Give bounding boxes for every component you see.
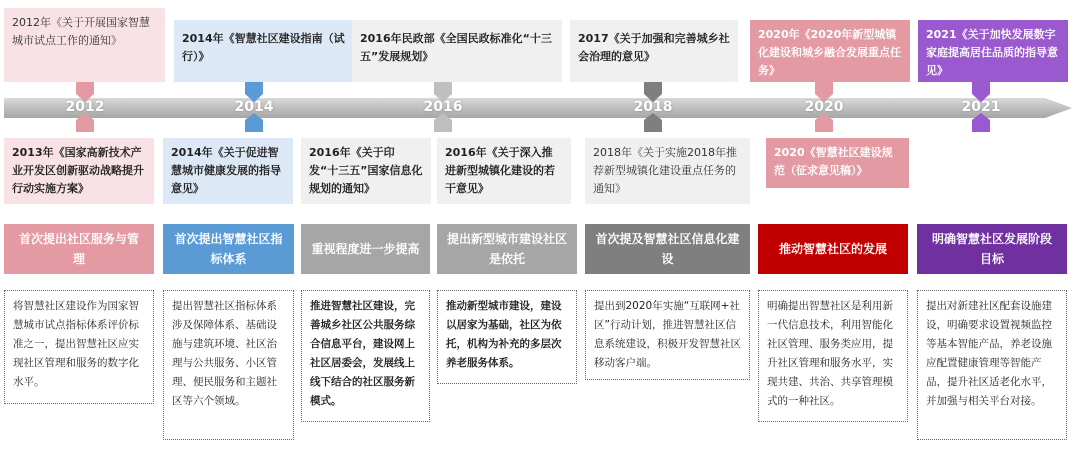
year-label: 2021 [961, 99, 1001, 115]
policy-bottom-2013: 2013年《国家高新技术产业开发区创新驱动战略提升行动实施方案》 [4, 138, 154, 204]
stage-desc-4: 推动新型城市建设，建设以居家为基础，社区为依托，机构为补充的多层次养老服务体系。 [437, 290, 577, 384]
year-label: 2012 [65, 99, 105, 115]
policy-top-2012: 2012年《关于开展国家智慧城市试点工作的通知》 [4, 8, 165, 82]
year-label: 2018 [633, 99, 673, 115]
policy-top-2016: 2016年民政部《全国民政标准化“十三五”发展规划》 [352, 20, 562, 82]
year-label: 2016 [423, 99, 463, 115]
policy-top-2021: 2021《关于加快发展数字家庭提高居住品质的指导意见》 [918, 20, 1068, 82]
timeline-arrow-body [4, 98, 1072, 118]
stage-desc-3: 推进智慧社区建设，完善城乡社区公共服务综合信息平台，建设网上社区居委会，发展线上线下结合的社区服务新模式。 [301, 290, 430, 422]
policy-bottom-2016b: 2016年《关于深入推进新型城镇化建设的若干意见》 [437, 138, 571, 204]
policy-top-2020: 2020年《2020年新型城镇化建设和城乡融合发展重点任务》 [750, 20, 910, 82]
policy-top-2017: 2017《关于加强和完善城乡社会治理的意见》 [570, 20, 738, 82]
timeline-arrow [0, 80, 1080, 132]
policy-bottom-2014: 2014年《关于促进智慧城市健康发展的指导意见》 [163, 138, 293, 204]
stage-desc-1: 将智慧社区建设作为国家智慧城市试点指标体系评价标准之一，提出智慧社区应实现社区管理和服务的数字化水平。 [4, 290, 154, 404]
stage-header-6: 推动智慧社区的发展 [758, 224, 908, 274]
stage-header-7: 明确智慧社区发展阶段目标 [917, 224, 1067, 274]
stage-desc-2: 提出智慧社区指标体系涉及保障体系、基础设施与建筑环境、社区治理与公共服务、小区管理、便民服务和主题社区等六个领域。 [163, 290, 294, 440]
stage-header-1: 首次提出社区服务与管理 [4, 224, 154, 274]
stage-desc-5: 提出到2020年实施“互联网+社区”行动计划，推进智慧社区信息系统建设，积极开发智慧社区移动客户端。 [585, 290, 750, 380]
stage-desc-6: 明确提出智慧社区是利用新一代信息技术，利用智能化社区管理、服务类应用，提升社区管理和服务水平，实现共建、共治、共享管理模式的一种社区。 [758, 290, 908, 422]
policy-bottom-2020: 2020《智慧社区建设规范（征求意见稿）》 [766, 138, 909, 188]
year-label: 2014 [234, 99, 274, 115]
stage-desc-7: 提出对新建社区配套设施建设，明确要求设置视频监控等基本智能产品，养老设施应配置健康管理等智能产品，提升社区适老化水平，并加强与相关平台对接。 [917, 290, 1067, 440]
policy-bottom-2018: 2018年《关于实施2018年推荐新型城镇化建设重点任务的通知》 [585, 138, 750, 204]
stage-header-3: 重视程度进一步提高 [301, 224, 430, 274]
stage-header-5: 首次提及智慧社区信息化建设 [585, 224, 750, 274]
policy-top-2014: 2014年《智慧社区建设指南（试行）》 [174, 20, 369, 82]
stage-header-4: 提出新型城市建设社区是依托 [437, 224, 577, 274]
stage-header-2: 首次提出智慧社区指标体系 [163, 224, 294, 274]
policy-bottom-2016a: 2016年《关于印发“十三五”国家信息化规划的通知》 [301, 138, 431, 204]
year-label: 2020 [804, 99, 844, 115]
